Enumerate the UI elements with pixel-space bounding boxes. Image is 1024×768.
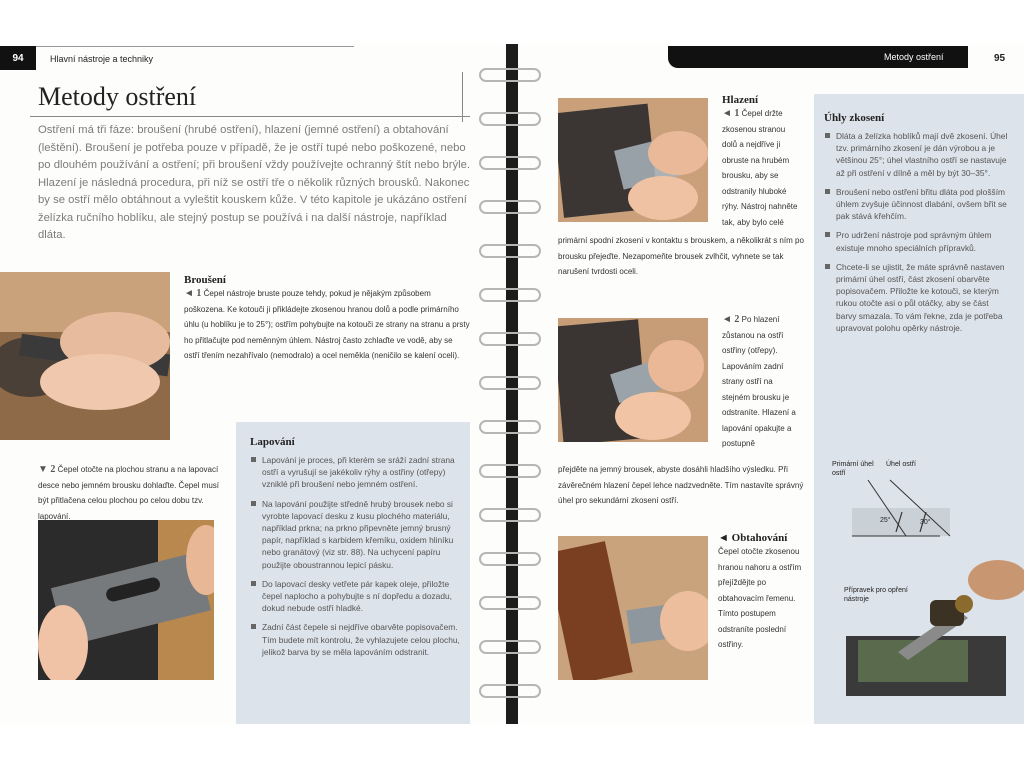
binding-ring [479, 112, 541, 126]
uhly-heading: Úhly zkosení [824, 112, 885, 124]
photo-lapping [38, 520, 214, 680]
right-running-header: Metody ostření [884, 52, 944, 62]
obtahovani-heading: ◄ Obtahování [718, 532, 788, 544]
spiral-binding [479, 60, 541, 720]
bevel-angle-diagram [830, 478, 970, 542]
step2r-number: ◄ 2 [722, 314, 740, 325]
binding-ring [479, 156, 541, 170]
right-page-number: 95 [994, 53, 1006, 64]
photo-stropping [558, 536, 708, 680]
uhly-item: Chcete-li se ujistit, že máte správně nastaven primární úhel ostří, část zkosení obarvěte popisovačem. Přiložte ke kotouči, se kterým rukou otočte asi o půl otáčky, aby se část barvy smazala. To vám řekne, zda je potřeba upravovat polohu opěrky nástroje. [824, 261, 1008, 334]
step2r-text-b: přejděte na jemný brousek, abyste dosáhli hladšího výsledku. Při závěrečném hlazení čepel lehce nadzvedněte. Tím nastavíte správný úhel pro sekundární zkosení ostří. [558, 465, 804, 505]
lapovani-item: Do lapovací desky vetřete pár kapek oleje, přiložte čepel naplocho a pohybujte s ní dopředu a dozadu, dokud nebude ostří hladké. [250, 578, 460, 615]
binding-ring [479, 464, 541, 478]
binding-ring [479, 508, 541, 522]
angle-label-25: 25° [880, 517, 891, 524]
lapovani-item: Zadní část čepele si nejdříve obarvěte popisovačem. Tím budete mít kontrolu, že vyhlazujete celou plochu, jelikož barva by se měla lapováním odstranit. [250, 621, 460, 658]
left-header-rule [36, 46, 354, 47]
title-vertical-rule [462, 72, 463, 122]
binding-ring [479, 684, 541, 698]
step2-number: ▼ 2 [38, 464, 56, 475]
lapovani-heading: Lapování [250, 436, 295, 448]
binding-ring [479, 332, 541, 346]
lapovani-item: Na lapování použijte středně hrubý brousek nebo si vyrobte lapovací desku z kusu plochého materiálu, například prkna; na prkno připevněte jemný brusný papír, například s karbidem křemíku, oxidem hliníku nebo granátový (viz str. 88). Na uchycení papíru použijte oboustrannou lepicí pásku. [250, 498, 460, 571]
label-primary-angle: Primární úhel ostří [832, 461, 874, 477]
intro-paragraph: Ostření má tři fáze: broušení (hrubé ostření), hlazení (jemné ostření) a obtahování (leštění). Broušení je potřeba pouze v případě, že je ostří tupé nebo poškozené, nebo po dlouhém používání a ostření; při broušení vždy používejte ochranný štít nebo brýle. Hlazení je následná procedura, při níž se ostří tře o několik různých brousků. Nakonec by se ostří mělo obtáhnout a vyleštit kouskem kůže. V této kapitole je ukázáno ostření želízka ručního hoblíku, ale stejný postup se používá i na další nástroje, například dláta. [38, 124, 471, 241]
binding-ring [479, 420, 541, 434]
lapovani-list [250, 454, 460, 658]
lapovani-item: Lapování je proces, při kterém se sráží zadní strana ostří a vyrušují se jakékoliv rýhy a ostřiny (otřepy) vzniklé při broušení nebo jemném ostření. [250, 454, 460, 491]
hlazeni-text-a: Čepel držte zkosenou stranou dolů a nejdříve ji obruste na hrubém brousku, aby se odstranily hluboké rýhy. Nástroj nahněte tak, aby bylo celé [722, 109, 798, 227]
binding-ring [479, 244, 541, 258]
binding-ring [479, 596, 541, 610]
hlazeni-heading: Hlazení [722, 94, 759, 106]
binding-ring [479, 640, 541, 654]
uhly-list [824, 130, 1008, 334]
jig-label: Přípravek pro opření nástroje [844, 587, 908, 603]
hlazeni-text-b: primární spodní zkosení v kontaktu s brouskem, a několikrát s ním po brousku přejeďte. Nezapomeňte brousek zvlhčit, vyhnete se tak narušení tvrdosti oceli. [558, 236, 804, 276]
binding-ring [479, 376, 541, 390]
step2r-text-a: Po hlazení zůstanou na ostří ostřiny (otřepy). Lapováním zadní strany ostří na stejném brousku je odstraníte. Hlazení a lapování opakujte a postupně [722, 315, 796, 448]
photo-deburring [558, 318, 708, 442]
binding-ring [479, 288, 541, 302]
binding-ring [479, 200, 541, 214]
uhly-item: Broušení nebo ostření břitu dláta pod plošším úhlem zvyšuje účinnost dlabání, ovšem břit se pak stává křehčím. [824, 186, 1008, 223]
page-title: Metody ostření [38, 82, 197, 111]
uhly-item: Dláta a želízka hoblíků mají dvě zkosení. Úhel tzv. primárního zkosení je dán výrobou a je většinou 25°; úhel vlastního ostří se nastavuje až při ostření v dílně a měl by být 30–35°. [824, 130, 1008, 179]
brouseni-text: Čepel nástroje bruste pouze tehdy, pokud je nějakým způsobem poškozena. Ke kotouči ji přikládejte zkosenou hranou dolů a podle primárního úhlu (u hoblíku je to 25°); ostřím pohybujte na kotouči ze strany na stranu a prsty ho přitlačujte pod neměnným úhlem. Nástroj často zchlaďte ve vodě, aby se ostří třením nezahřívalo (nemodralo) a ocel neměkla (neničilo se kalení oceli). [184, 289, 470, 360]
obtahovani-text: Čepel otočte zkosenou hranou nahoru a ostřím přejíždějte po obtahovacím řemenu. Tímto postupem odstraníte poslední ostřiny. [718, 547, 802, 649]
photo-grinding [0, 272, 170, 440]
uhly-item: Pro udržení nástroje pod správným úhlem existuje mnoho speciálních přípravků. [824, 229, 1008, 253]
label-edge-angle: Úhel ostří [886, 461, 916, 468]
hlazeni-step-number: ◄ 1 [722, 108, 740, 119]
brouseni-step-number: ◄ 1 [184, 288, 202, 299]
lapovani-box [236, 422, 470, 724]
angle-label-30: 30° [920, 519, 931, 526]
photo-honing [558, 98, 708, 222]
binding-ring [479, 68, 541, 82]
left-running-header: Hlavní nástroje a techniky [50, 54, 154, 64]
title-rule [30, 116, 470, 117]
brouseni-heading: Broušení [184, 274, 226, 286]
photo-sharpening-jig [838, 540, 1024, 710]
binding-ring [479, 552, 541, 566]
step2-text: Čepel otočte na plochou stranu a na lapovací desce nebo jemném brousku dohlaďte. Čepel musí být přitlačena celou plochou po celou dobu tzv. lapování. [38, 465, 220, 521]
left-page-number: 94 [0, 46, 36, 70]
